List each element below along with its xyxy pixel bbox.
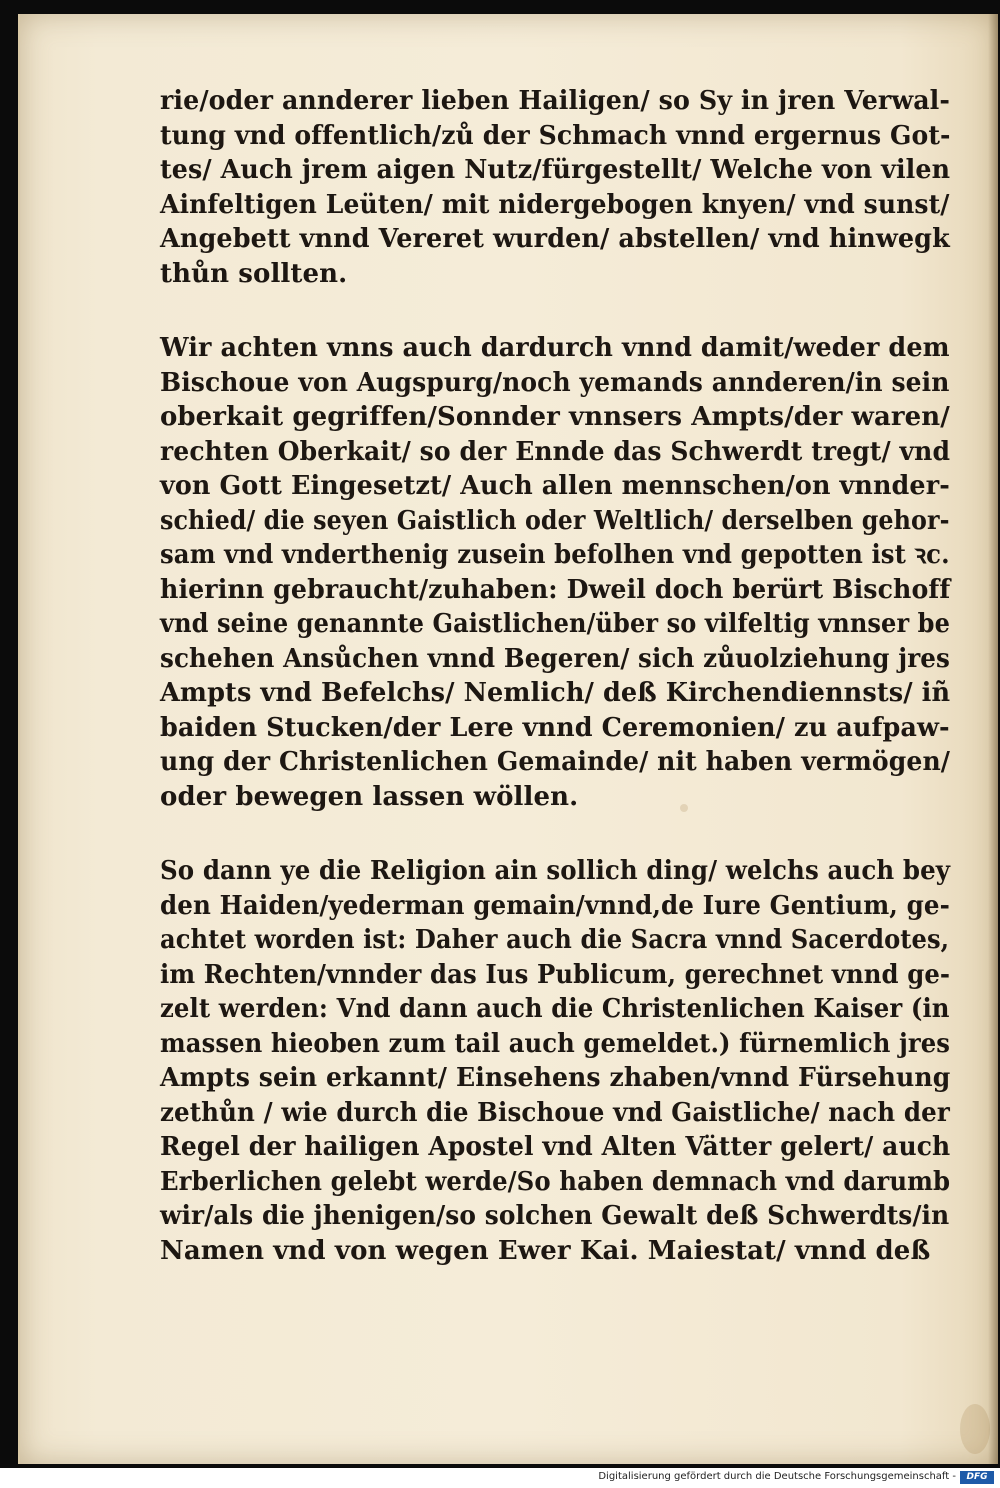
text-line: Ampts sein erkannt/ Einsehens zhaben/vnnd Fürsehung [160, 1063, 951, 1093]
text-line: rechten Oberkait/ so der Ennde das Schwerdt tregt/ vnd [160, 436, 951, 467]
text-line: den Haiden/yederman gemain/vnnd,de Iure Gentium, ge- [160, 890, 950, 921]
text-line: Namen vnd von wegen Ewer Kai. Maiestat/ vnnd deß [160, 1235, 931, 1266]
text-line: ung der Christenlichen Gemainde/ nit haben vermögen/ [160, 747, 951, 777]
paragraph [160, 84, 950, 291]
paragraph [160, 331, 950, 814]
text-line: von Gott Eingesetzt/ Auch allen mennschen/on vnnder- [160, 471, 950, 501]
dfg-logo: DFG [960, 1471, 994, 1484]
text-line: thůn sollten. [160, 258, 348, 289]
text-line: zelt werden: Vnd dann auch die Christenlichen Kaiser (in [160, 994, 950, 1024]
text-line: Bischoue von Augspurg/noch yemands annderen/in sein [160, 367, 950, 398]
text-line: vnd seine genannte Gaistlichen/über so vilfeltig vnnser be [160, 609, 950, 639]
text-line: tung vnd offentlich/zů der Schmach vnnd ergernus Got- [160, 120, 951, 151]
text-line: massen hieoben zum tail auch gemeldet.) fürnemlich jres [160, 1028, 951, 1059]
page-text [160, 84, 950, 1308]
text-line: zethůn / wie durch die Bischoue vnd Gaistliche/ nach der [160, 1097, 950, 1128]
text-line: hierinn gebraucht/zuhaben: Dweil doch berürt Bischoff [160, 574, 951, 605]
text-line: schied/ die seyen Gaistlich oder Weltlich/ derselben gehor- [160, 505, 950, 536]
text-line: wir/als die jhenigen/so solchen Gewalt deß Schwerdts/in [160, 1201, 950, 1231]
text-line: oder bewegen lassen wöllen. [160, 781, 579, 812]
text-line: sam vnd vnderthenig zusein befolhen vnd gepotten ist ꝛc. [160, 540, 950, 570]
paragraph [160, 854, 950, 1268]
text-line: Ainfeltigen Leüten/ mit nidergebogen knyen/ vnd sunst/ [160, 189, 950, 220]
text-line: schehen Ansůchen vnnd Begeren/ sich zůuolziehung jres [160, 643, 950, 674]
text-line: oberkait gegriffen/Sonnder vnnsers Ampts/der waren/ [160, 402, 950, 432]
paper-stain [960, 1404, 990, 1454]
page-edge-shadow [988, 14, 998, 1464]
text-line: Ampts vnd Befelchs/ Nemlich/ deß Kirchendiennsts/ iñ [160, 678, 951, 708]
text-line: So dann ye die Religion ain sollich ding/ welchs auch bey [160, 856, 951, 886]
text-line: Erberlichen gelebt werde/So haben demnach vnd darumb [160, 1166, 951, 1197]
text-line: Angebett vnnd Vereret wurden/ abstellen/ vnd hinwegk [160, 224, 950, 254]
footer-bar [0, 1468, 1000, 1488]
text-line: Regel der hailigen Apostel vnd Alten Vätter gelert/ auch [160, 1132, 951, 1162]
text-line: rie/oder annderer lieben Hailigen/ so Sy in jren Verwal- [160, 86, 950, 116]
text-line: baiden Stucken/der Lere vnnd Ceremonien/ zu aufpaw- [160, 712, 950, 743]
text-line: im Rechten/vnnder das Ius Publicum, gerechnet vnnd ge- [160, 959, 951, 990]
text-line: achtet worden ist: Daher auch die Sacra vnnd Sacerdotes, [160, 925, 950, 955]
text-line: tes/ Auch jrem aigen Nutz/fürgestellt/ Welche von vilen [160, 155, 951, 185]
footer-credit: Digitalisierung gefördert durch die Deutsche Forschungsgemeinschaft - [598, 1471, 956, 1482]
text-line: Wir achten vnns auch dardurch vnnd damit/weder dem [160, 333, 950, 363]
